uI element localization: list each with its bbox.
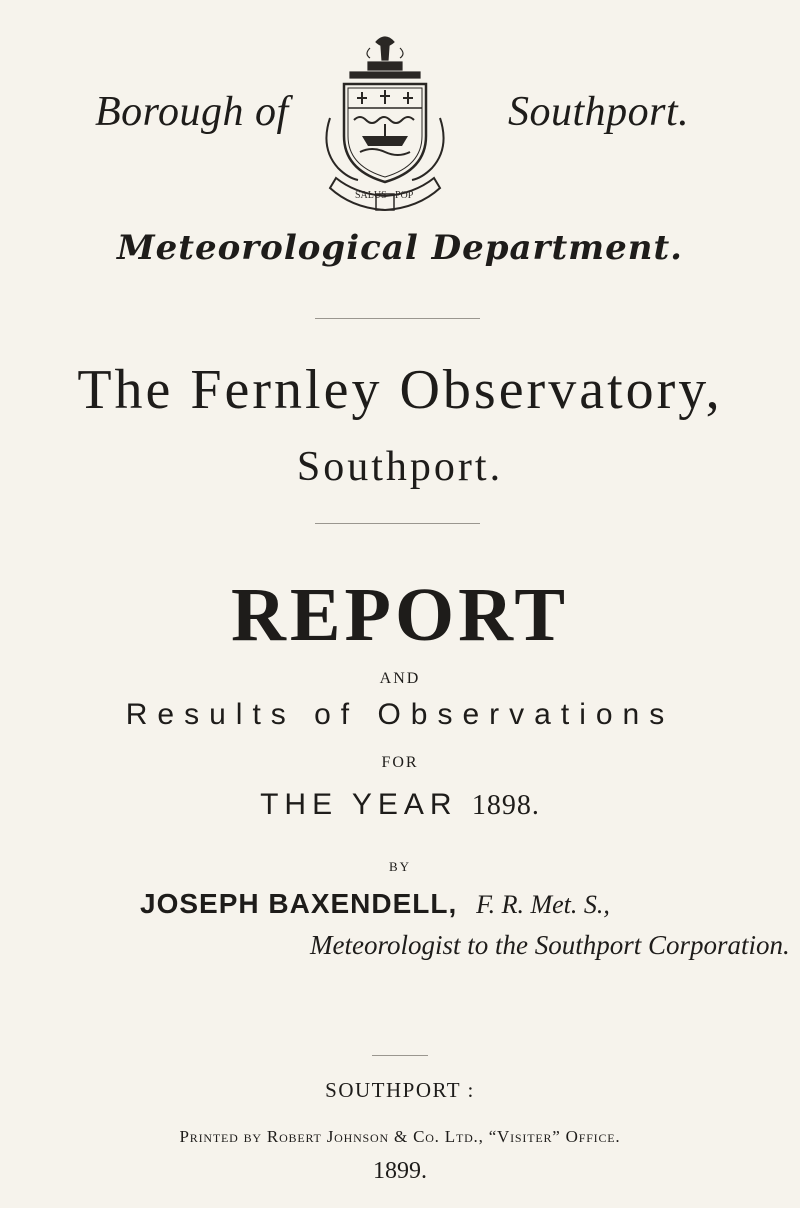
observatory-title: The Fernley Observatory, (77, 359, 723, 421)
department-heading: Meteorological Department. (116, 228, 684, 268)
observatory-place: Southport. (296, 444, 504, 490)
year-label: THE YEAR (260, 788, 458, 821)
by-label: BY (388, 859, 412, 874)
and-label: AND (379, 670, 421, 687)
author-name: JOSEPH BAXENDELL, (140, 888, 458, 919)
results-heading: Results of Observations (125, 698, 675, 731)
author-credentials: F. R. Met. S., (476, 890, 610, 919)
report-heading: REPORT (230, 573, 570, 657)
svg-text:SALUS: SALUS (355, 190, 387, 201)
coat-of-arms-icon (310, 28, 460, 218)
year-line (0, 788, 800, 822)
for-label: FOR (381, 754, 419, 771)
imprint-date: 1899. (373, 1158, 427, 1184)
imprint-printer: Printed by Robert Johnson & Co. Ltd., “Visiter” Office. (179, 1127, 621, 1146)
imprint-place: SOUTHPORT : (325, 1078, 475, 1102)
borough-label: Borough of (95, 89, 289, 135)
divider (315, 523, 480, 524)
svg-text:POP: POP (395, 190, 414, 201)
divider (372, 1055, 428, 1056)
divider (315, 318, 480, 319)
town-label: Southport. (508, 89, 690, 135)
year-value: 1898. (471, 790, 540, 821)
author-role: Meteorologist to the Southport Corporation. (310, 930, 790, 960)
author-line (140, 888, 610, 920)
